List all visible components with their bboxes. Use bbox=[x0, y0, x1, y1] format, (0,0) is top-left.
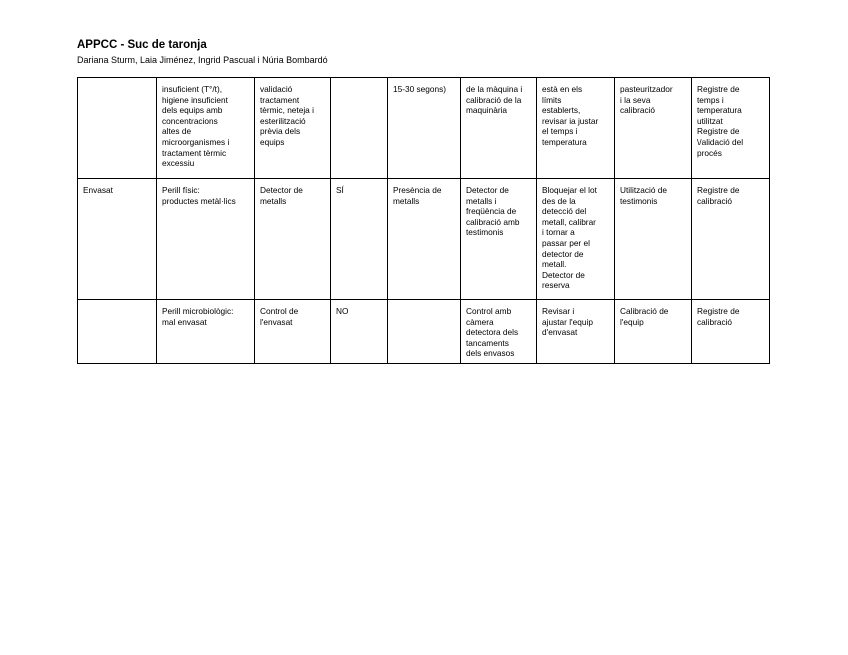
table-cell: Envasat bbox=[78, 179, 157, 300]
table-cell: Presència de metalls bbox=[388, 179, 461, 300]
table-cell bbox=[331, 78, 388, 179]
table-cell: Perill microbiològic: mal envasat bbox=[157, 300, 255, 364]
table-cell: Registre de temps i temperatura utilitzat Registre de \/alidació del procés bbox=[692, 78, 770, 179]
table-cell: 15-30 segons) bbox=[388, 78, 461, 179]
haccp-table bbox=[77, 77, 770, 364]
table-cell: Control de l'envasat bbox=[255, 300, 331, 364]
table-cell: SÍ bbox=[331, 179, 388, 300]
table-cell bbox=[78, 78, 157, 179]
table-cell: Detector de metalls bbox=[255, 179, 331, 300]
table-cell: Registre de calibració bbox=[692, 300, 770, 364]
table-row bbox=[78, 300, 770, 364]
table-cell: Bloquejar el lot des de la detecció del metall, calibrar i tornar a passar per el detector de metall. Detector de reserva bbox=[537, 179, 615, 300]
document-authors: Dariana Sturm, Laia Jiménez, Ingrid Pascual i Núria Bombardó bbox=[77, 55, 328, 65]
table-cell: validació tractament tèrmic, neteja i esterilització prèvia dels equips bbox=[255, 78, 331, 179]
table-cell: està en els límits establerts, revisar ia justar el temps i temperatura bbox=[537, 78, 615, 179]
table-row bbox=[78, 78, 770, 179]
table-cell: Calibració de l'equip bbox=[615, 300, 692, 364]
table-cell: Registre de calibració bbox=[692, 179, 770, 300]
table-cell: Perill físic: productes metàl·lics bbox=[157, 179, 255, 300]
table-row bbox=[78, 179, 770, 300]
table-cell: Detector de metalls i freqüència de calibració amb testimonis bbox=[461, 179, 537, 300]
table-cell: insuficient (T°/t), higiene insuficient dels equips amb concentracions altes de microorganismes i tractament tèrmic excessiu bbox=[157, 78, 255, 179]
document-title: APPCC - Suc de taronja bbox=[77, 39, 207, 51]
table-cell bbox=[78, 300, 157, 364]
table-cell: NO bbox=[331, 300, 388, 364]
table-cell bbox=[388, 300, 461, 364]
table-cell: Control amb càmera detectora dels tancaments dels envasos bbox=[461, 300, 537, 364]
table-cell: Utilització de testimonis bbox=[615, 179, 692, 300]
table-cell: de la màquina i calibració de la maquinària bbox=[461, 78, 537, 179]
table-cell: pasteuritzador i la seva calibració bbox=[615, 78, 692, 179]
table-cell: Revisar i ajustar l'equip d'envasat bbox=[537, 300, 615, 364]
